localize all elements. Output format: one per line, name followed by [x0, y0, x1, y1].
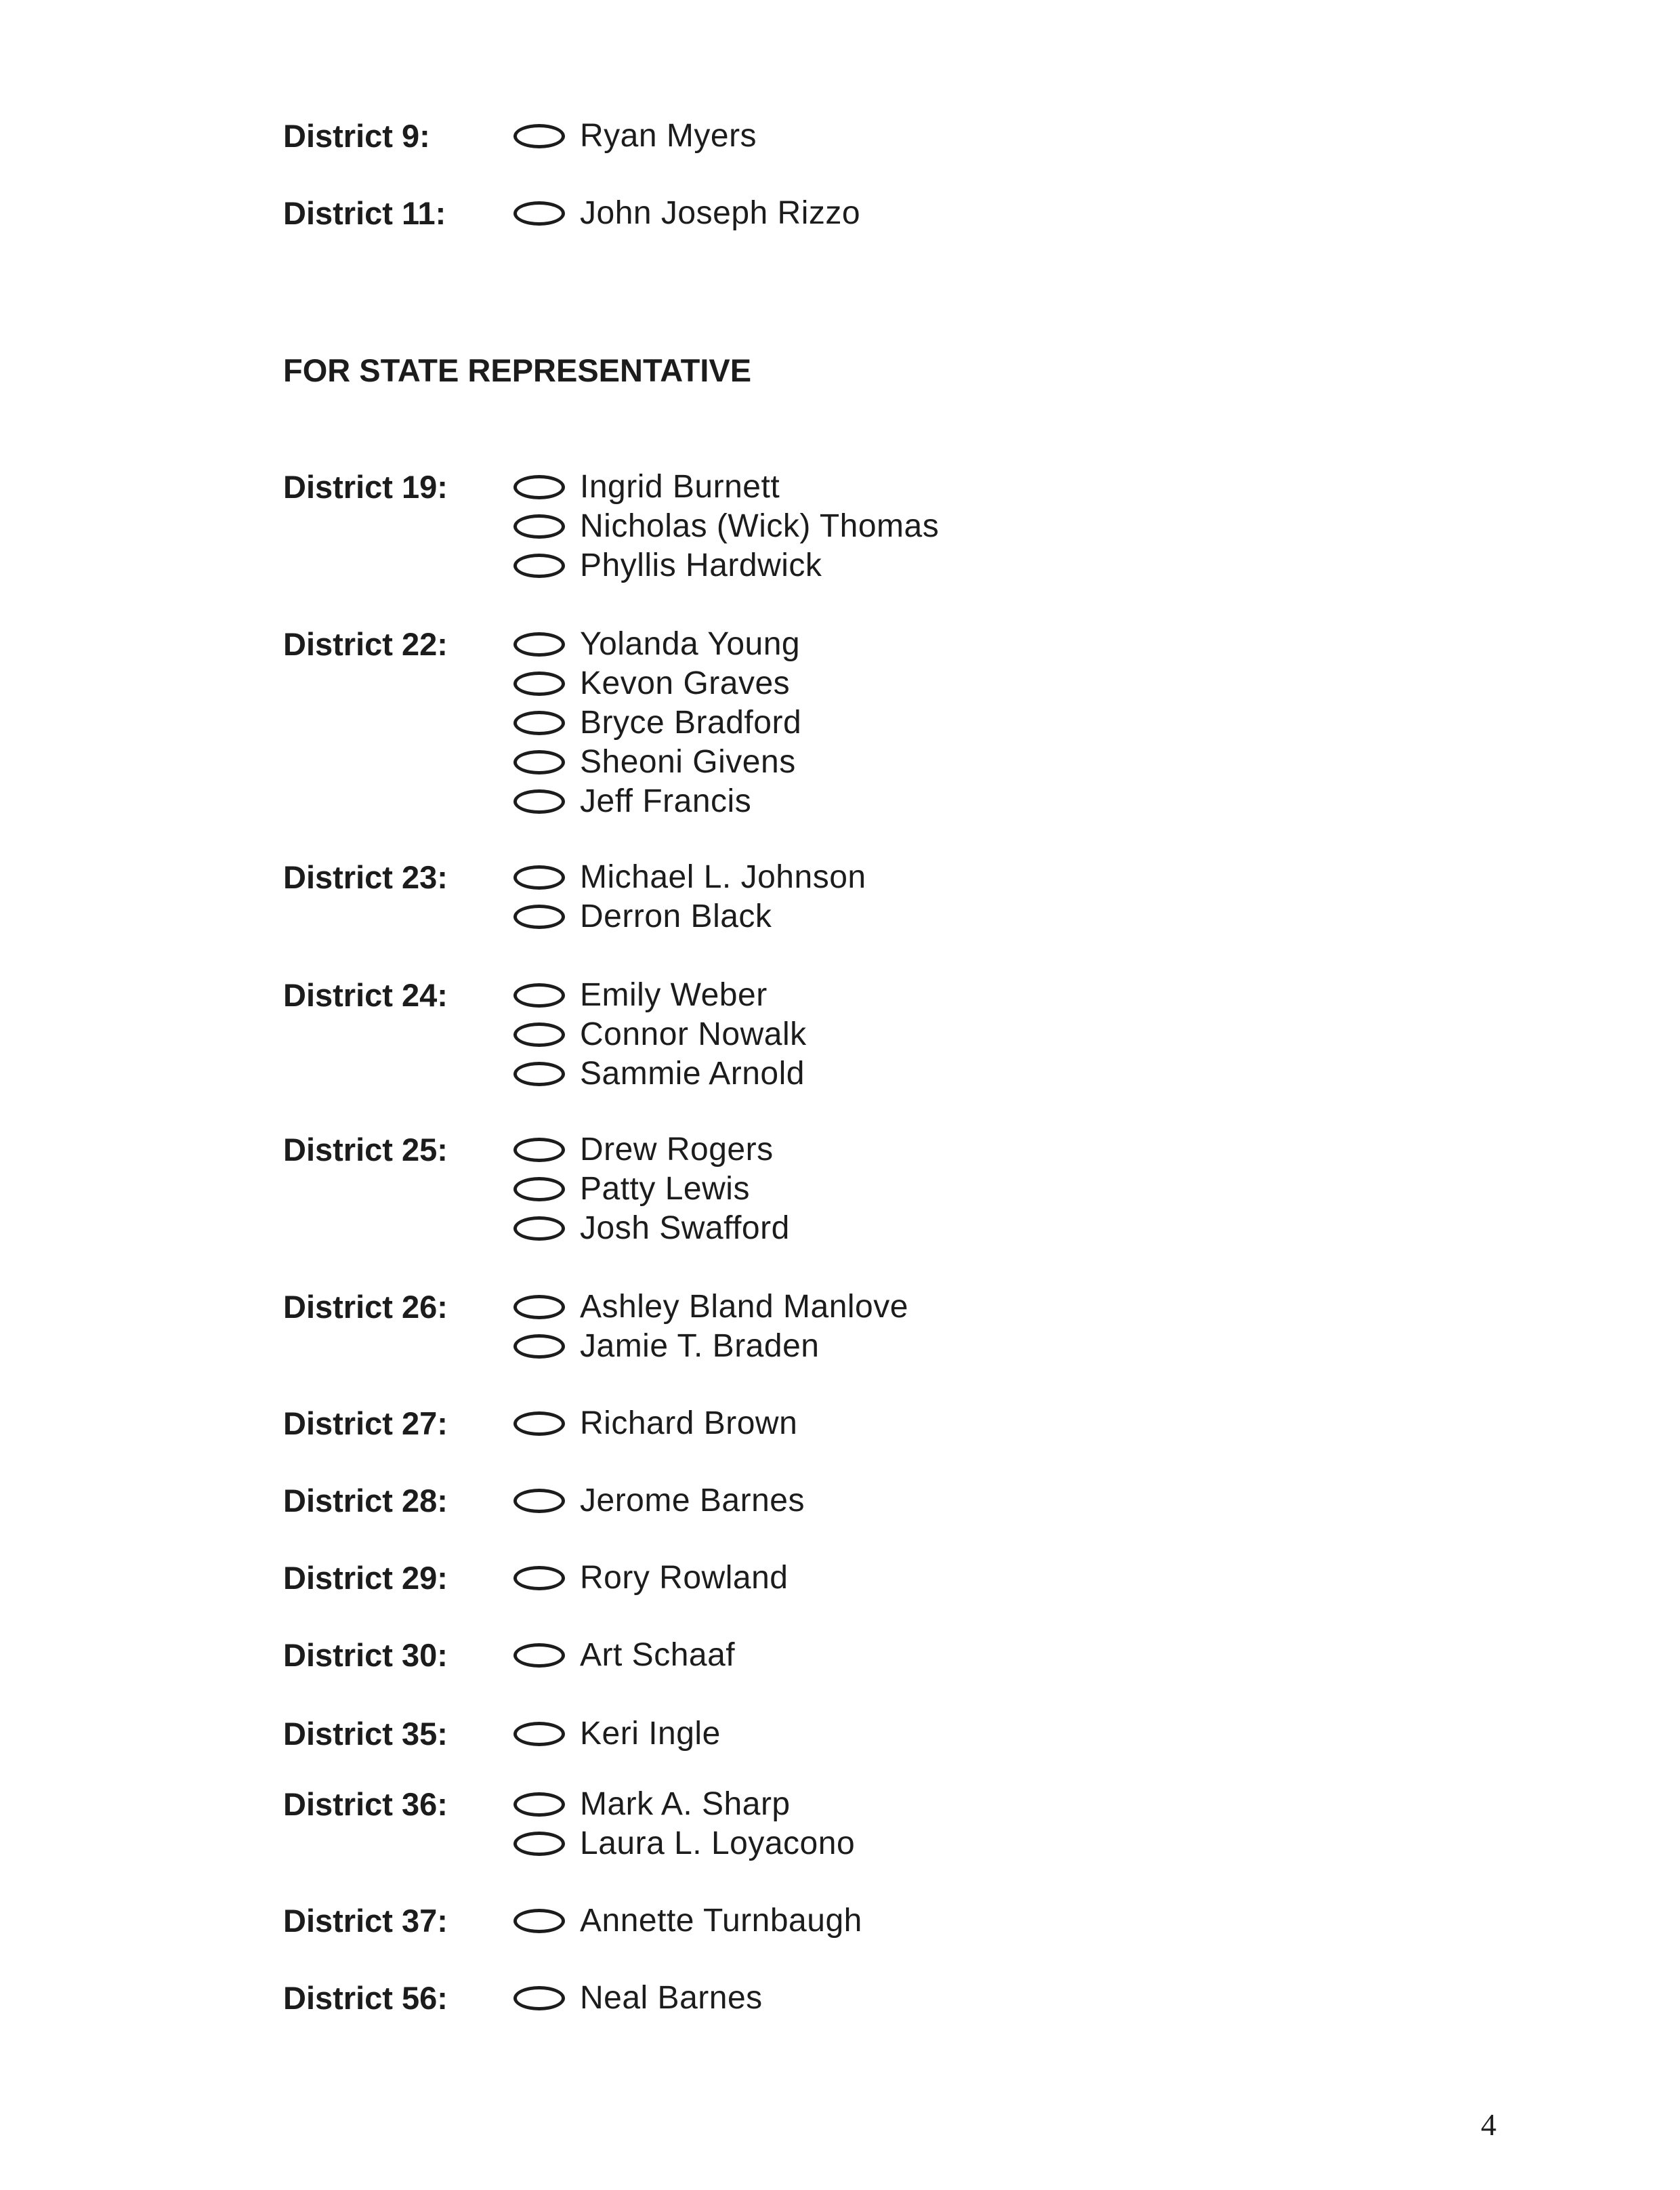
- candidate-name: Laura L. Loyacono: [580, 1825, 856, 1861]
- candidate-option[interactable]: [513, 1824, 855, 1863]
- ballot-oval[interactable]: [513, 1832, 565, 1856]
- candidate-list: [513, 1130, 790, 1248]
- candidate-option[interactable]: [513, 1404, 797, 1443]
- ballot-oval[interactable]: [513, 475, 565, 499]
- candidate-name: Annette Turnbaugh: [580, 1903, 862, 1939]
- district-label: District 24:: [283, 977, 448, 1013]
- candidate-name: Josh Swafford: [580, 1210, 790, 1246]
- candidate-name: Bryce Bradford: [580, 705, 802, 741]
- ballot-oval[interactable]: [513, 1566, 565, 1590]
- district-label: District 27:: [283, 1405, 448, 1441]
- candidate-name: Drew Rogers: [580, 1132, 774, 1168]
- candidate-name: Keri Ingle: [580, 1716, 721, 1752]
- candidate-list: [513, 1901, 862, 1941]
- candidate-name: Art Schaaf: [580, 1637, 736, 1673]
- ballot-oval[interactable]: [513, 750, 565, 774]
- candidate-list: [513, 1287, 908, 1366]
- district-label: District 9:: [283, 118, 430, 154]
- candidate-name: Ingrid Burnett: [580, 469, 780, 505]
- candidate-option[interactable]: [513, 782, 801, 821]
- candidate-list: [513, 858, 866, 936]
- ballot-oval[interactable]: [513, 1177, 565, 1201]
- candidate-option[interactable]: [513, 976, 807, 1015]
- candidate-option[interactable]: [513, 1130, 790, 1170]
- ballot-oval[interactable]: [513, 865, 565, 890]
- candidate-list: [513, 1481, 805, 1521]
- ballot-oval[interactable]: [513, 983, 565, 1008]
- ballot-oval[interactable]: [513, 1489, 565, 1513]
- ballot-oval[interactable]: [513, 1216, 565, 1241]
- district-label: District 19:: [283, 469, 448, 505]
- ballot-oval[interactable]: [513, 1411, 565, 1436]
- candidate-name: Ashley Bland Manlove: [580, 1289, 908, 1325]
- candidate-name: Michael L. Johnson: [580, 859, 866, 895]
- candidate-option[interactable]: [513, 703, 801, 743]
- district-label: District 35:: [283, 1716, 448, 1752]
- ballot-oval[interactable]: [513, 1022, 565, 1047]
- district-label: District 25:: [283, 1132, 448, 1168]
- ballot-oval[interactable]: [513, 1722, 565, 1746]
- candidate-list: [513, 976, 807, 1094]
- candidate-list: [513, 1979, 763, 2018]
- candidate-option[interactable]: [513, 468, 939, 507]
- candidate-option[interactable]: [513, 1287, 908, 1327]
- ballot-oval[interactable]: [513, 632, 565, 657]
- candidate-list: [513, 468, 939, 585]
- candidate-option[interactable]: [513, 507, 939, 546]
- candidate-option[interactable]: [513, 1015, 807, 1054]
- candidate-option[interactable]: [513, 1481, 805, 1521]
- page-number: 4: [1481, 2107, 1496, 2142]
- candidate-name: Connor Nowalk: [580, 1016, 807, 1052]
- candidate-option[interactable]: [513, 664, 801, 703]
- candidate-option[interactable]: [513, 1209, 790, 1248]
- candidate-option[interactable]: [513, 625, 801, 664]
- candidate-list: [513, 117, 757, 156]
- district-label: District 11:: [283, 195, 446, 231]
- candidate-name: Sheoni Givens: [580, 744, 796, 780]
- ballot-oval[interactable]: [513, 1909, 565, 1933]
- candidate-option[interactable]: [513, 1714, 721, 1754]
- candidate-name: Phyllis Hardwick: [580, 548, 822, 583]
- candidate-option[interactable]: [513, 1558, 788, 1598]
- candidate-option[interactable]: [513, 1327, 908, 1366]
- ballot-oval[interactable]: [513, 1792, 565, 1817]
- candidate-option[interactable]: [513, 117, 757, 156]
- candidate-list: [513, 1785, 855, 1863]
- ballot-oval[interactable]: [513, 1643, 565, 1668]
- candidate-name: Jamie T. Braden: [580, 1328, 820, 1364]
- district-label: District 28:: [283, 1483, 448, 1518]
- candidate-option[interactable]: [513, 194, 860, 233]
- candidate-option[interactable]: [513, 1901, 862, 1941]
- candidate-name: Emily Weber: [580, 977, 768, 1013]
- ballot-oval[interactable]: [513, 1062, 565, 1086]
- ballot-oval[interactable]: [513, 672, 565, 696]
- candidate-option[interactable]: [513, 1785, 855, 1824]
- ballot-oval[interactable]: [513, 201, 565, 226]
- candidate-option[interactable]: [513, 546, 939, 585]
- candidate-name: Derron Black: [580, 898, 772, 934]
- candidate-option[interactable]: [513, 1636, 735, 1675]
- candidate-option[interactable]: [513, 1054, 807, 1094]
- ballot-oval[interactable]: [513, 554, 565, 578]
- candidate-option[interactable]: [513, 858, 866, 897]
- candidate-name: Kevon Graves: [580, 665, 791, 701]
- candidate-name: Richard Brown: [580, 1405, 798, 1441]
- candidate-option[interactable]: [513, 743, 801, 782]
- ballot-oval[interactable]: [513, 1138, 565, 1162]
- section-title: FOR STATE REPRESENTATIVE: [283, 352, 752, 388]
- candidate-name: Mark A. Sharp: [580, 1786, 791, 1822]
- ballot-oval[interactable]: [513, 905, 565, 929]
- candidate-list: [513, 1714, 721, 1754]
- ballot-oval[interactable]: [513, 1295, 565, 1319]
- candidate-name: Rory Rowland: [580, 1560, 789, 1596]
- candidate-name: Jerome Barnes: [580, 1483, 805, 1518]
- candidate-list: [513, 194, 860, 233]
- ballot-oval[interactable]: [513, 1334, 565, 1359]
- ballot-oval[interactable]: [513, 514, 565, 539]
- ballot-oval[interactable]: [513, 789, 565, 814]
- ballot-oval[interactable]: [513, 711, 565, 735]
- district-label: District 22:: [283, 626, 448, 662]
- candidate-option[interactable]: [513, 1979, 763, 2018]
- ballot-oval[interactable]: [513, 1986, 565, 2010]
- candidate-name: Yolanda Young: [580, 626, 801, 662]
- candidate-name: Neal Barnes: [580, 1980, 763, 2016]
- ballot-oval[interactable]: [513, 124, 565, 148]
- candidate-list: [513, 625, 801, 821]
- candidate-name: Patty Lewis: [580, 1171, 750, 1207]
- candidate-name: Sammie Arnold: [580, 1056, 805, 1092]
- district-label: District 30:: [283, 1637, 448, 1673]
- district-label: District 36:: [283, 1786, 448, 1822]
- district-label: District 37:: [283, 1903, 448, 1939]
- candidate-name: Ryan Myers: [580, 118, 757, 154]
- candidate-option[interactable]: [513, 1170, 790, 1209]
- district-label: District 23:: [283, 859, 448, 895]
- candidate-name: Jeff Francis: [580, 783, 752, 819]
- candidate-list: [513, 1404, 797, 1443]
- district-label: District 26:: [283, 1289, 448, 1325]
- candidate-name: John Joseph Rizzo: [580, 195, 861, 231]
- district-label: District 29:: [283, 1560, 448, 1596]
- district-label: District 56:: [283, 1980, 448, 2016]
- candidate-option[interactable]: [513, 897, 866, 936]
- candidate-list: [513, 1636, 735, 1675]
- candidate-list: [513, 1558, 788, 1598]
- candidate-name: Nicholas (Wick) Thomas: [580, 508, 940, 544]
